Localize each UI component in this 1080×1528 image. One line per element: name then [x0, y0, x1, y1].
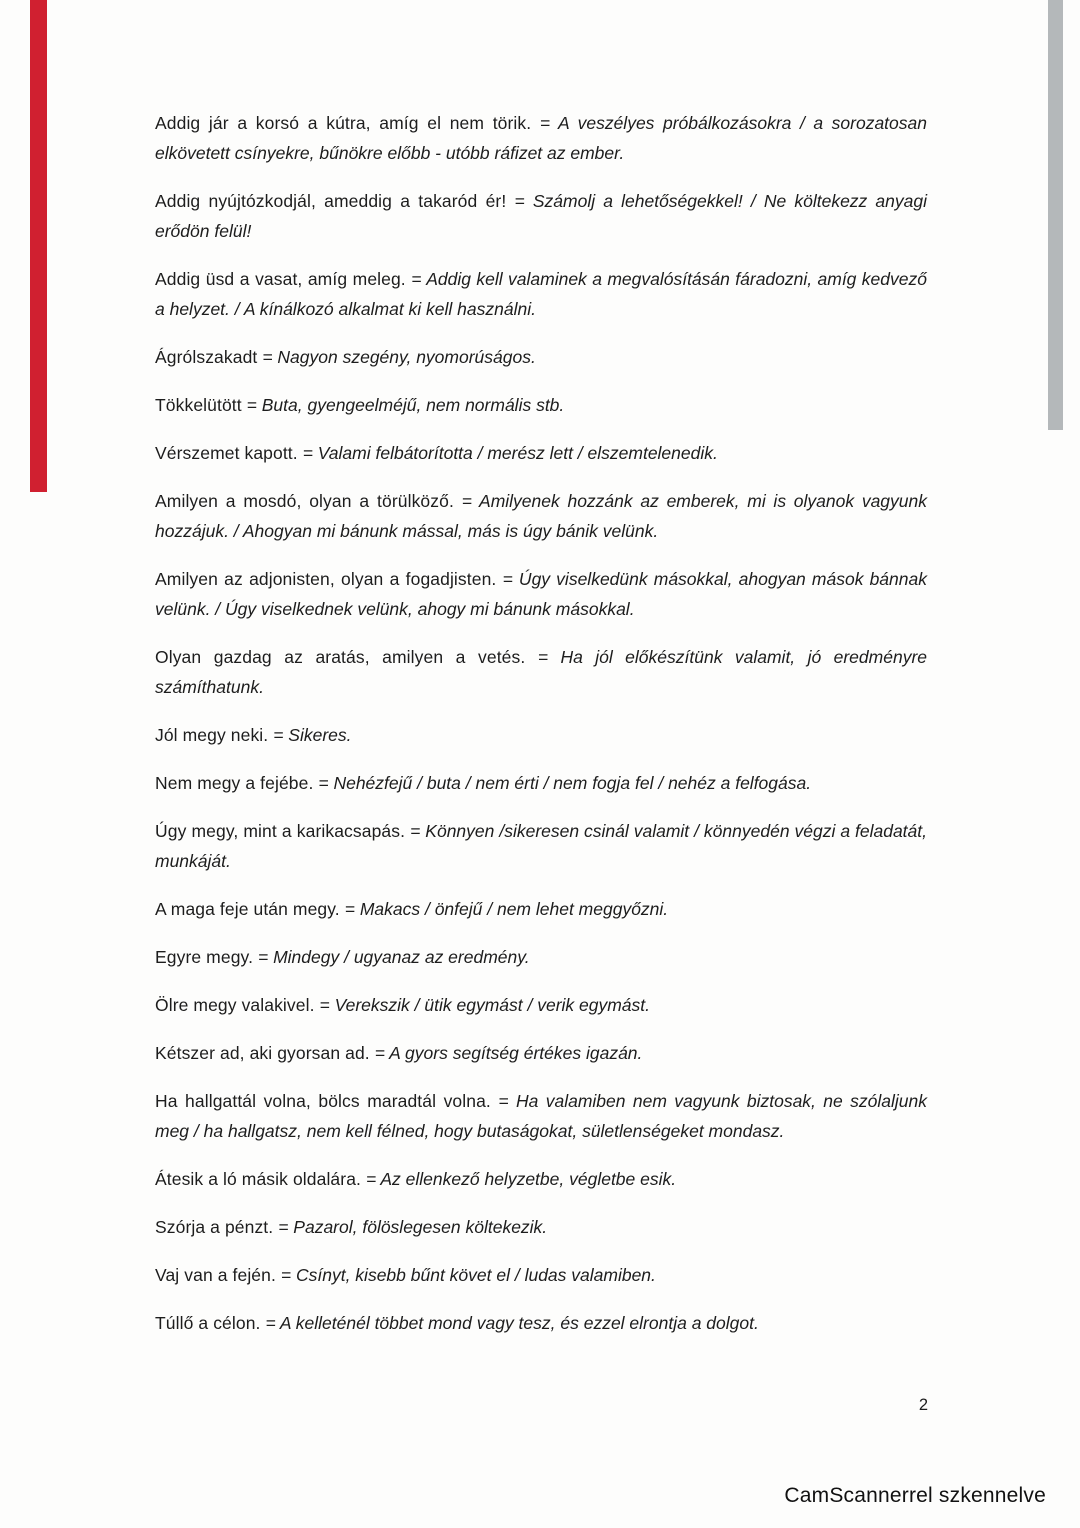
scan-edge-gray-strip [1048, 0, 1063, 430]
proverb-list [155, 108, 927, 1356]
proverb-entry [155, 486, 927, 546]
proverb-text: Szórja a pénzt. [155, 1217, 279, 1237]
proverb-text: Egyre megy. [155, 947, 258, 967]
proverb-meaning: = Csínyt, kisebb bűnt követ el / ludas valamiben. [280, 1265, 656, 1285]
proverb-meaning: = Nehézfejű / buta / nem érti / nem fogja fel / nehéz a felfogása. [318, 773, 812, 793]
proverb-text: Addig üsd a vasat, amíg meleg. [155, 269, 412, 289]
proverb-text: Ölre megy valakivel. [155, 995, 320, 1015]
proverb-entry [155, 942, 927, 972]
proverb-meaning: = Mindegy / ugyanaz az eredmény. [258, 947, 530, 967]
proverb-entry [155, 1038, 927, 1068]
scan-edge-red-strip [30, 0, 47, 492]
proverb-meaning: = Makacs / önfejű / nem lehet meggyőzni. [344, 899, 669, 919]
proverb-meaning: = Az ellenkező helyzetbe, végletbe esik. [365, 1169, 677, 1189]
proverb-entry [155, 108, 927, 168]
proverb-meaning: = Pazarol, fölöslegesen költekezik. [278, 1217, 548, 1237]
proverb-meaning: = Addig kell valaminek a megvalósításán fáradozni, amíg kedvező a helyzet. / A kínálkozó alkalmat ki kell használni. [155, 269, 927, 319]
proverb-text: Nem megy a fejébe. [155, 773, 319, 793]
proverb-entry [155, 990, 927, 1020]
proverb-meaning: = Könnyen /sikeresen csinál valamit / könnyedén végzi a feladatát, munkáját. [155, 821, 927, 871]
proverb-meaning: = Nagyon szegény, nyomorúságos. [262, 347, 536, 367]
proverb-text: Amilyen az adjonisten, olyan a fogadjisten. [155, 569, 503, 589]
proverb-entry [155, 894, 927, 924]
proverb-text: Túllő a célon. [155, 1313, 266, 1333]
proverb-text: Olyan gazdag az aratás, amilyen a vetés. [155, 647, 538, 667]
proverb-meaning: = Sikeres. [273, 725, 352, 745]
proverb-text: Átesik a ló másik oldalára. [155, 1169, 366, 1189]
proverb-text: A maga feje után megy. [155, 899, 345, 919]
proverb-text: Addig jár a korsó a kútra, amíg el nem törik. [155, 113, 540, 133]
proverb-meaning: = Ha valamiben nem vagyunk biztosak, ne szólaljunk meg / ha hallgatsz, nem kell félned, hogy butaságokat, sületlenségeket mondasz. [155, 1091, 927, 1141]
proverb-text: Tökkelütött [155, 395, 247, 415]
proverb-meaning: = Verekszik / ütik egymást / verik egymást. [319, 995, 651, 1015]
proverb-text: Vaj van a fején. [155, 1265, 281, 1285]
proverb-text: Kétszer ad, aki gyorsan ad. [155, 1043, 375, 1063]
proverb-entry [155, 390, 927, 420]
proverb-entry [155, 438, 927, 468]
proverb-text: Jól megy neki. [155, 725, 274, 745]
proverb-meaning: = A gyors segítség értékes igazán. [374, 1043, 643, 1063]
proverb-meaning: = Számolj a lehetőségekkel! / Ne költekezz anyagi erődön felül! [155, 191, 927, 241]
proverb-entry [155, 1260, 927, 1290]
proverb-meaning: = Amilyenek hozzánk az emberek, mi is olyanok vagyunk hozzájuk. / Ahogyan mi bánunk mással, más is úgy bánik velünk. [155, 491, 928, 541]
proverb-entry [155, 186, 927, 246]
proverb-text: Ha hallgattál volna, bölcs maradtál volna. [155, 1091, 499, 1111]
proverb-text: Amilyen a mosdó, olyan a törülköző. [155, 491, 462, 511]
proverb-entry [155, 816, 927, 876]
proverb-entry [155, 768, 927, 798]
proverb-meaning: = A veszélyes próbálkozásokra / a sorozatosan elkövetett csínyekre, bűnökre előbb - utóbb ráfizet az ember. [155, 113, 927, 163]
page-number: 2 [918, 1396, 928, 1414]
proverb-entry [155, 1212, 927, 1242]
proverb-meaning: = A kelleténél többet mond vagy tesz, és ezzel elrontja a dolgot. [265, 1313, 759, 1333]
proverb-entry [155, 264, 927, 324]
proverb-entry [155, 642, 927, 702]
proverb-meaning: = Valami felbátorította / merész lett / elszemtelenedik. [302, 443, 718, 463]
proverb-entry [155, 720, 927, 750]
proverb-meaning: = Ha jól előkészítünk valamit, jó eredményre számíthatunk. [155, 647, 928, 697]
proverb-meaning: = Buta, gyengeelméjű, nem normális stb. [246, 395, 565, 415]
proverb-meaning: = Úgy viselkedünk másokkal, ahogyan mások bánnak velünk. / Úgy viselkednek velünk, ahogy mi bánunk másokkal. [155, 569, 927, 619]
proverb-entry [155, 342, 927, 372]
proverb-text: Ágrólszakadt [155, 347, 263, 367]
proverb-text: Addig nyújtózkodjál, ameddig a takaród ér! [155, 191, 515, 211]
proverb-text: Vérszemet kapott. [155, 443, 303, 463]
proverb-entry [155, 564, 927, 624]
camscanner-watermark: CamScannerrel szkennelve [784, 1484, 1046, 1507]
proverb-entry [155, 1308, 927, 1338]
proverb-text: Úgy megy, mint a karikacsapás. [155, 821, 411, 841]
proverb-entry [155, 1164, 927, 1194]
proverb-entry [155, 1086, 927, 1146]
